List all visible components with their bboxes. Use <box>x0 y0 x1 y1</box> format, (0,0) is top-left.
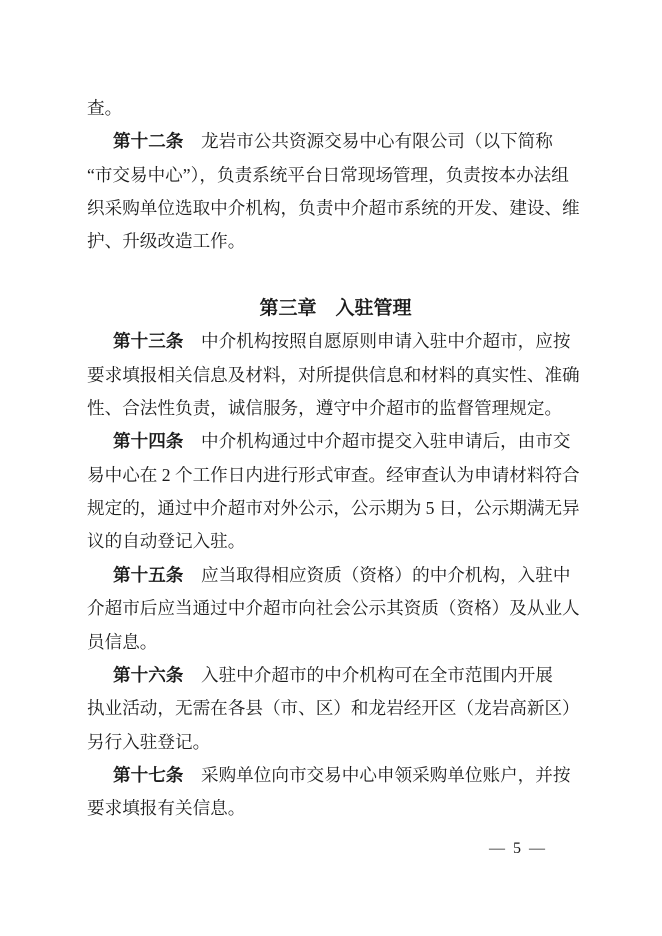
article-number: 第十五条 <box>113 564 184 585</box>
article-number: 第十四条 <box>113 431 184 452</box>
article-number: 第十六条 <box>113 664 184 685</box>
article-first-line <box>87 559 584 592</box>
text-line: 性、合法性负责，诚信服务，遵守中介超市的监督管理规定。 <box>87 398 563 419</box>
article-first-line <box>87 125 584 158</box>
article-number: 第十三条 <box>113 331 184 352</box>
chapter-heading: 第三章 入驻管理 <box>259 298 412 320</box>
article-first-line <box>87 659 584 692</box>
line-text: 应当取得相应资质（资格）的中介机构，入驻中 <box>183 564 571 585</box>
text-line: 要求填报相关信息及材料，对所提供信息和材料的真实性、准确 <box>87 364 580 385</box>
text-line: 规定的，通过中介超市对外公示，公示期为 5 日，公示期满无异 <box>87 498 580 519</box>
article-first-line <box>87 325 584 358</box>
text-line: 查。 <box>87 98 123 118</box>
article-first-line <box>87 759 584 792</box>
text-line: 织采购单位选取中介机构，负责中介超市系统的开发、建设、维 <box>87 198 580 219</box>
article-number: 第十二条 <box>113 131 184 152</box>
line-text: 中介机构按照自愿原则申请入驻中介超市，应按 <box>183 331 571 352</box>
page-number: — 5 — <box>489 840 547 857</box>
line-text: 入驻中介超市的中介机构可在全市范围内开展 <box>183 664 553 685</box>
text-line: 议的自动登记入驻。 <box>87 531 246 552</box>
line-text: 中介机构通过中介超市提交入驻申请后，由市交 <box>183 431 571 452</box>
text-line: 要求填报有关信息。 <box>87 798 246 819</box>
line-text: 采购单位向市交易中心申领采购单位账户，并按 <box>183 764 571 785</box>
text-line: 易中心在 2 个工作日内进行形式审查。经审查认为申请材料符合 <box>87 464 580 485</box>
text-line: “市交易中心”），负责系统平台日常现场管理，负责按本办法组 <box>87 164 569 185</box>
article-number: 第十七条 <box>113 764 184 785</box>
article-first-line <box>87 425 584 458</box>
document-body <box>87 92 584 826</box>
text-line: 员信息。 <box>87 631 158 652</box>
text-line: 另行入驻登记。 <box>87 731 211 752</box>
text-line: 介超市后应当通过中介超市向社会公示其资质（资格）及从业人 <box>87 598 580 619</box>
blank-line <box>87 259 584 292</box>
text-line: 执业活动，无需在各县（市、区）和龙岩经开区（龙岩高新区） <box>87 698 580 719</box>
text-line: 护、升级改造工作。 <box>87 231 246 252</box>
line-text: 龙岩市公共资源交易中心有限公司（以下简称 <box>183 131 553 152</box>
